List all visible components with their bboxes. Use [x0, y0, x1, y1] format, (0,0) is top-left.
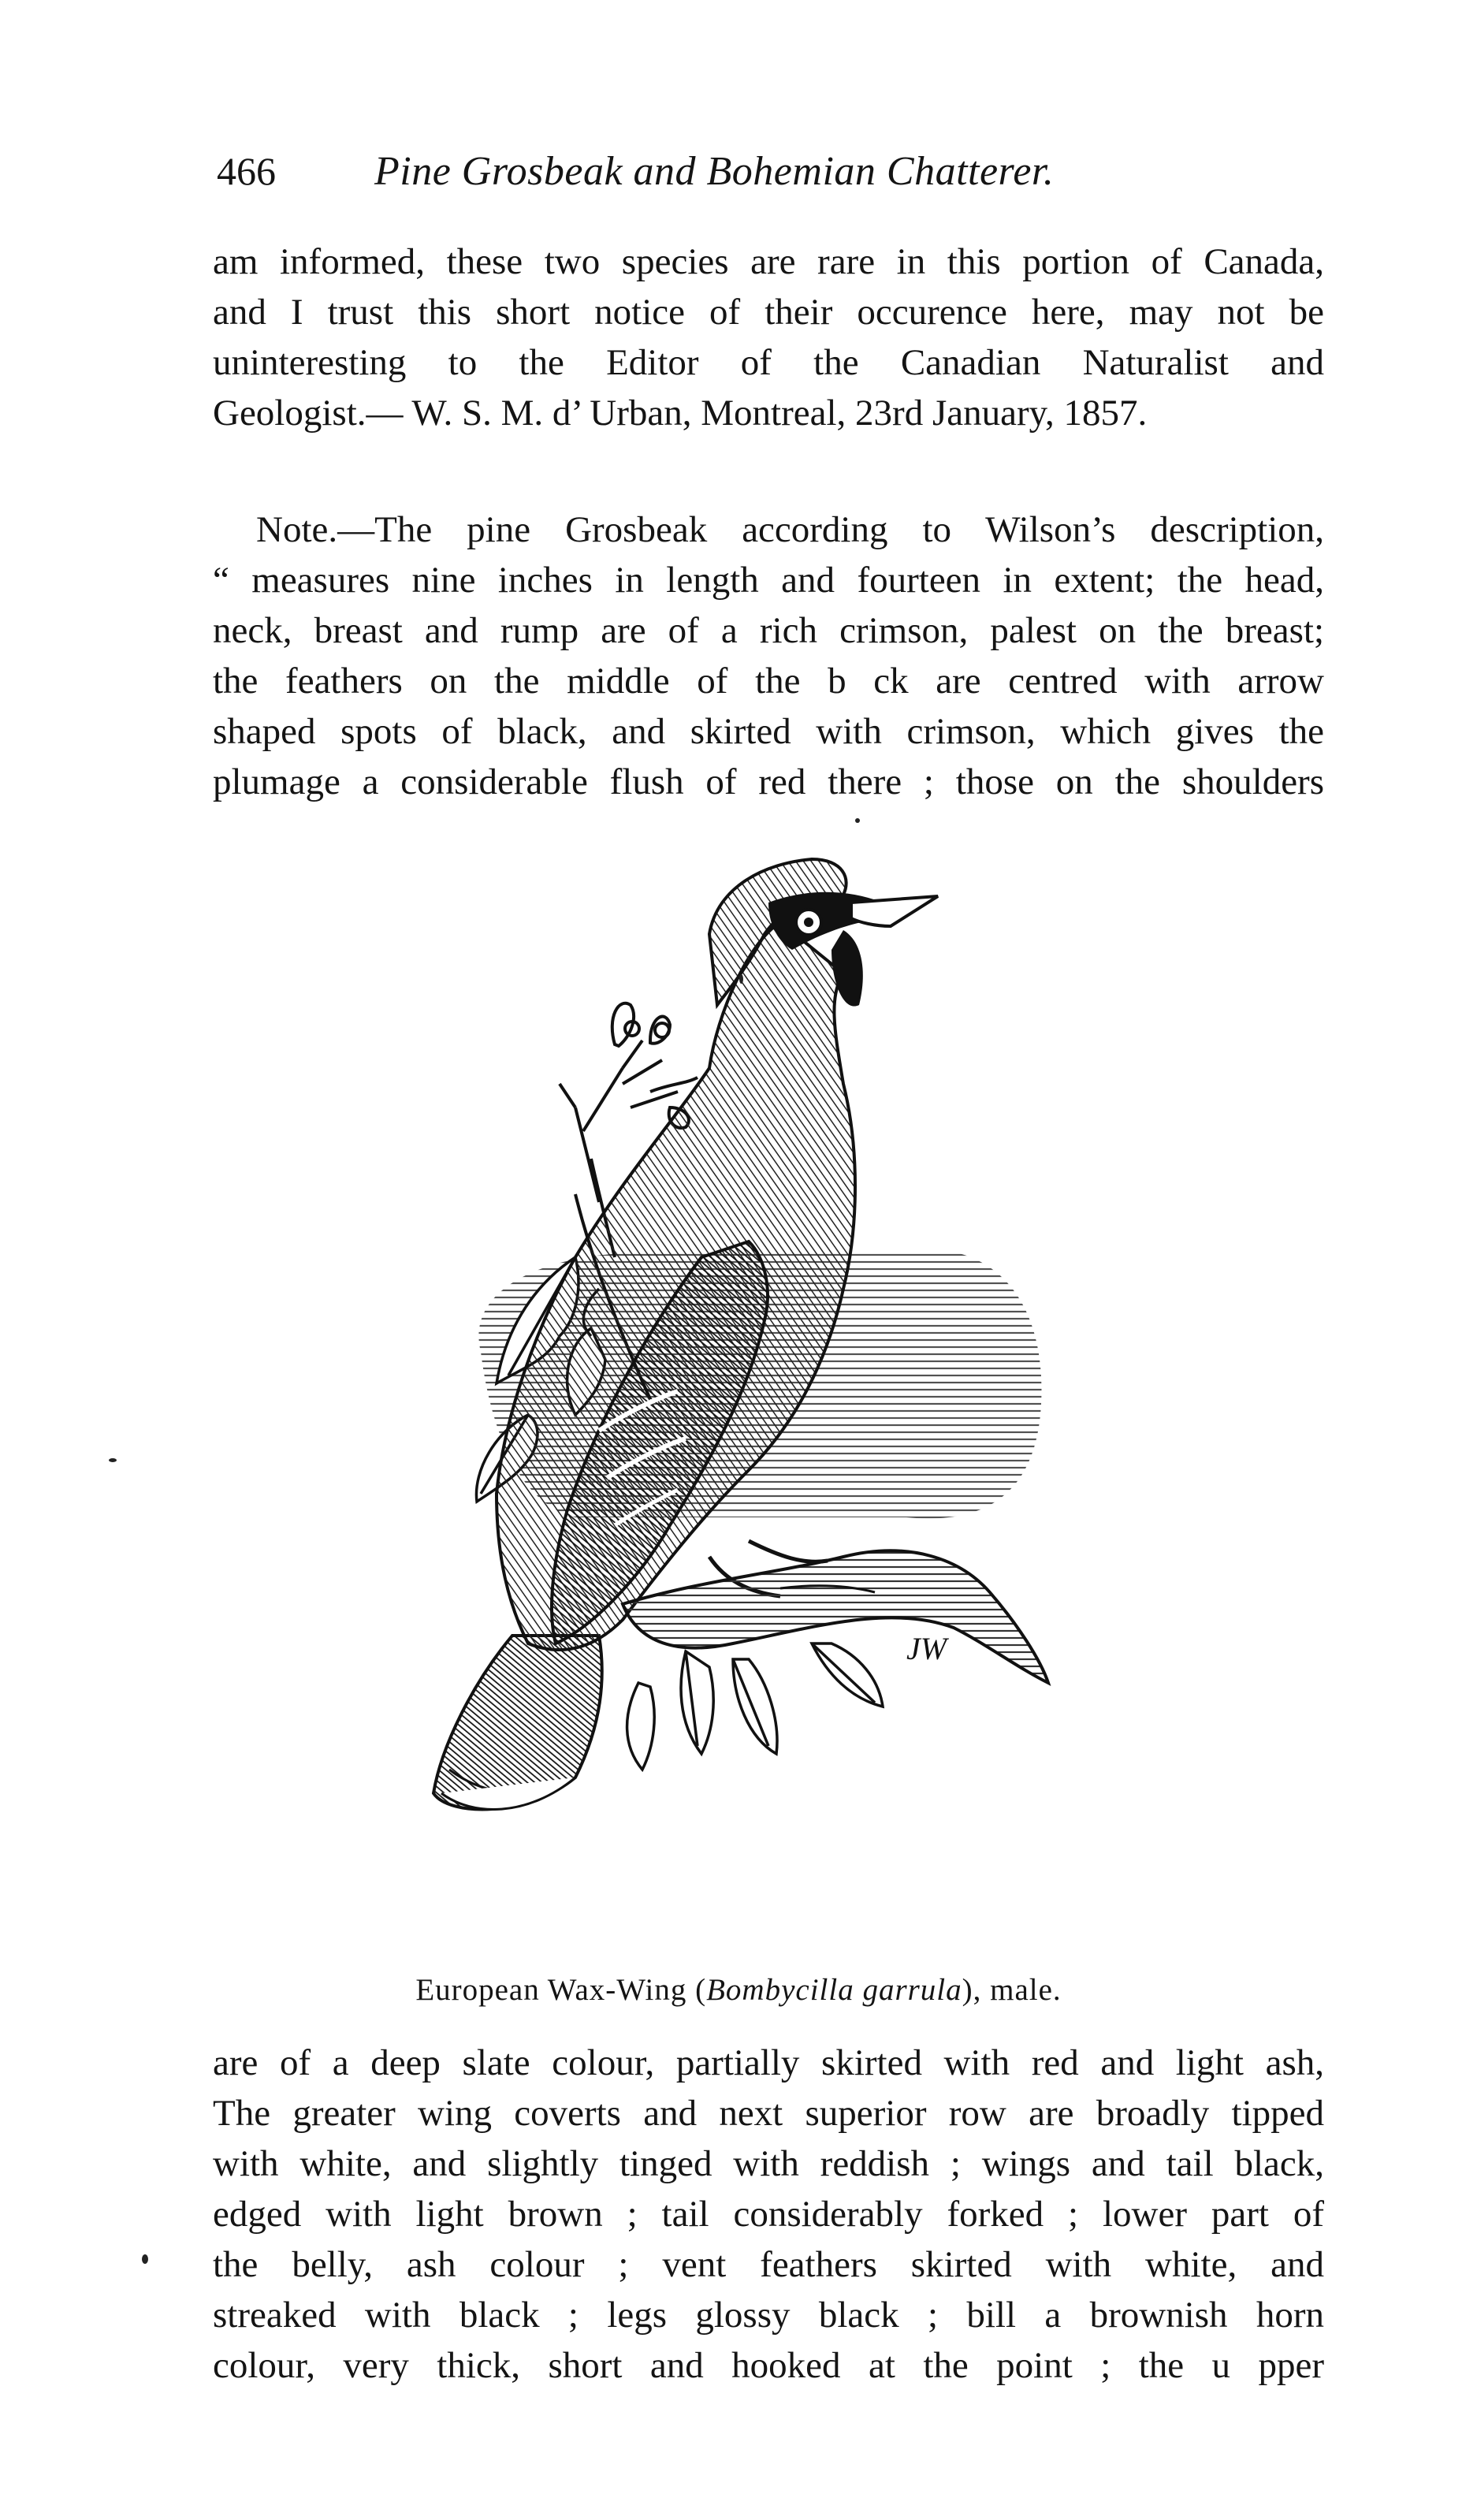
- running-head: [217, 148, 1328, 211]
- ink-speck: [855, 818, 860, 823]
- page-number: 466: [217, 149, 276, 193]
- text-line: “ measures nine inches in length and fourteen in extent; the head,: [213, 560, 1324, 601]
- caption-species: Bombycilla garrula: [706, 1973, 962, 2007]
- running-title: Pine Grosbeak and Bohemian Chatterer.: [374, 149, 1055, 194]
- engraver-signature: JW: [906, 1631, 947, 1666]
- text-line: the feathers on the middle of the b ck are centred with arrow: [213, 661, 1324, 702]
- text-line: neck, breast and rump are of a rich crimson, palest on the breast;: [213, 610, 1324, 651]
- text-line: Note.—The pine Grosbeak according to Wilson’s description,: [256, 509, 1324, 550]
- text-line: are of a deep slate colour, partially skirted with red and light ash,: [213, 2042, 1324, 2083]
- text-line: uninteresting to the Editor of the Canadian Naturalist and: [213, 342, 1324, 383]
- leaves-bottom: [627, 1643, 883, 1770]
- ink-speck: [109, 1458, 117, 1462]
- text-line: shaped spots of black, and skirted with crimson, which gives the: [213, 711, 1324, 752]
- ink-speck: [739, 974, 743, 984]
- text-line: The greater wing coverts and next superior row are broadly tipped: [213, 2093, 1324, 2134]
- text-line: and I trust this short notice of their occurence here, may not be: [213, 292, 1324, 333]
- text-line: am informed, these two species are rare in this portion of Canada,: [213, 241, 1324, 282]
- caption-suffix: ), male.: [962, 1973, 1062, 2007]
- text-line: plumage a considerable flush of red there ; those on the shoulders: [213, 761, 1324, 802]
- text-line: the belly, ash colour ; vent feathers skirted with white, and: [213, 2244, 1324, 2285]
- text-line: Geologist.— W. S. M. d’ Urban, Montreal, 23rd January, 1857.: [213, 393, 1148, 434]
- waxwing-engraving: [339, 847, 1182, 1951]
- text-line: with white, and slightly tinged with reddish ; wings and tail black,: [213, 2143, 1324, 2184]
- caption-prefix: European Wax-Wing (: [415, 1973, 707, 2007]
- paragraph-2: [213, 504, 1324, 807]
- text-line: colour, very thick, short and hooked at the point ; the u pper: [213, 2345, 1324, 2386]
- text-line: edged with light brown ; tail considerably forked ; lower part of: [213, 2194, 1324, 2235]
- text-line: streaked with black ; legs glossy black ; bill a brownish horn: [213, 2295, 1324, 2336]
- paragraph-3: [213, 2038, 1324, 2391]
- figure-caption: [0, 1972, 1477, 2008]
- ink-speck: [142, 2254, 148, 2264]
- paragraph-1: [213, 236, 1324, 438]
